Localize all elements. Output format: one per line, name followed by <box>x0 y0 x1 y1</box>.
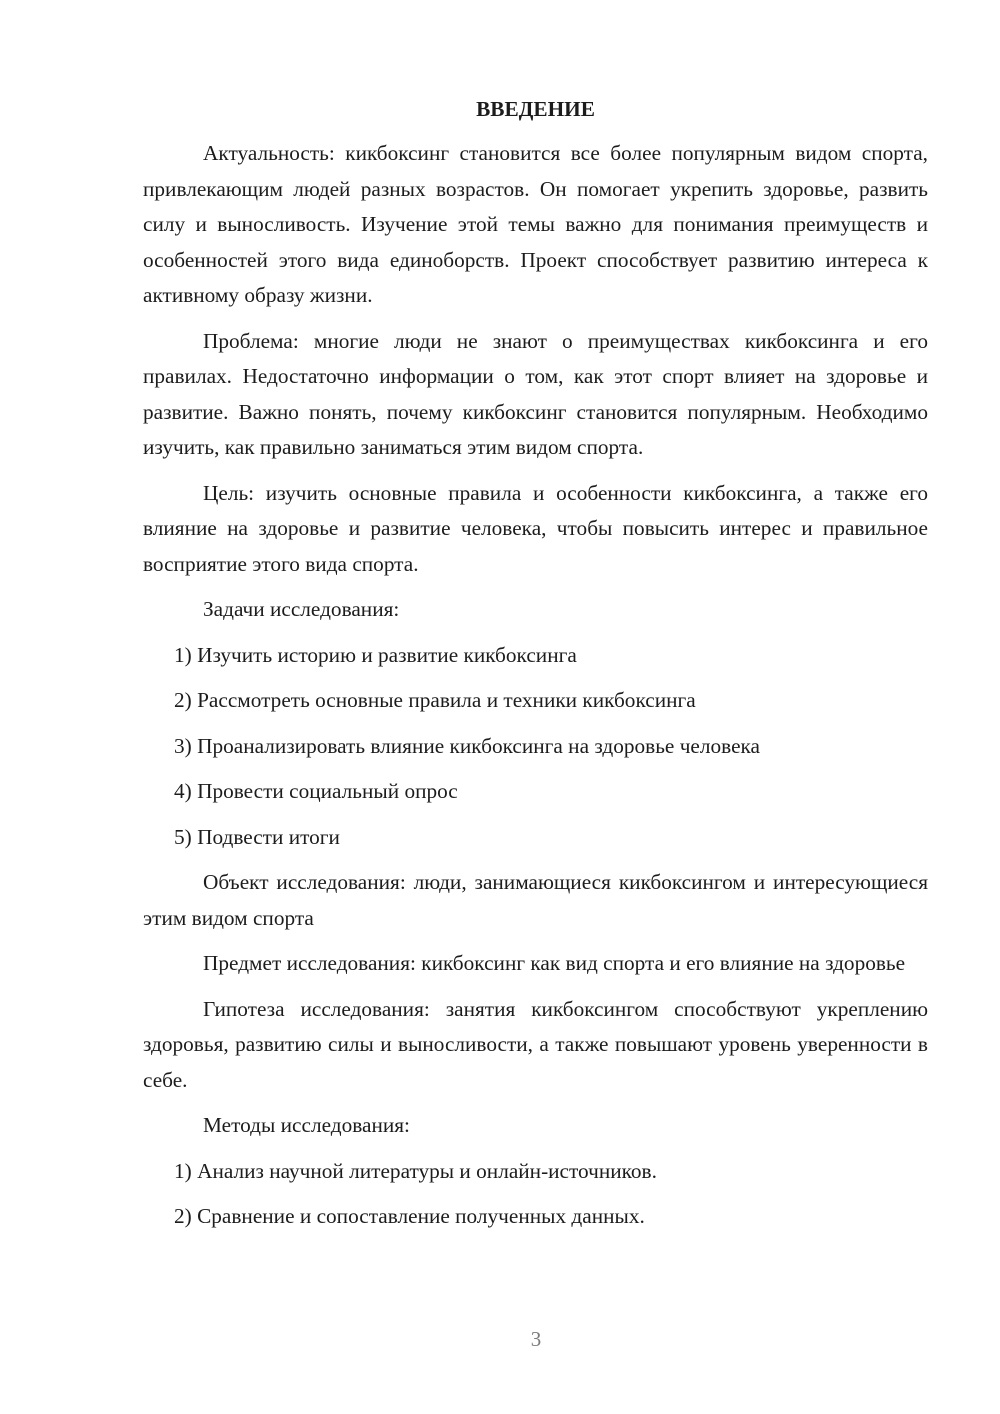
task-item: 1) Изучить историю и развитие кикбоксинга <box>174 642 577 667</box>
method-item: 1) Анализ научной литературы и онлайн-источников. <box>174 1158 657 1183</box>
task-item: 5) Подвести итоги <box>174 824 340 849</box>
page-number: 3 <box>530 1327 542 1351</box>
subject-paragraph: Предмет исследования: кикбоксинг как вид спорта и его влияние на здоровье <box>203 951 906 975</box>
relevance-paragraph: Актуальность: кикбоксинг становится все более популярным видом спорта, привлекающим людей разных возрастов. Он помогает укрепить здоровье, развить силу и выносливость. Изучение этой темы важно для понимания преимуществ и особенностей этого вида единоборств. Проект способствует развитию интереса к активному образу жизни. <box>143 141 928 307</box>
problem-paragraph: Проблема: многие люди не знают о преимуществах кикбоксинга и его правилах. Недостаточно информации о том, как этот спорт влияет на здоровье и развитие. Важно понять, почему кикбоксинг становится популярным. Необходимо изучить, как правильно заниматься этим видом спорта. <box>143 328 928 459</box>
methods-heading: Методы исследования: <box>203 1113 410 1137</box>
task-item: 4) Провести социальный опрос <box>174 779 458 803</box>
object-paragraph: Объект исследования: люди, занимающиеся кикбоксингом и интересующиеся этим видом спорта <box>143 870 928 930</box>
task-item: 2) Рассмотреть основные правила и техники кикбоксинга <box>174 688 696 712</box>
section-title: ВВЕДЕНИЕ <box>476 97 595 121</box>
goal-paragraph: Цель: изучить основные правила и особенности кикбоксинга, а также его влияние на здоровье и развитие человека, чтобы повысить интерес и правильное восприятие этого вида спорта. <box>143 480 928 576</box>
document-page <box>143 94 928 1245</box>
method-item: 2) Сравнение и сопоставление полученных данных. <box>174 1204 645 1228</box>
tasks-heading: Задачи исследования: <box>203 597 400 621</box>
task-item: 3) Проанализировать влияние кикбоксинга на здоровье человека <box>174 733 760 758</box>
hypothesis-paragraph: Гипотеза исследования: занятия кикбоксингом способствуют укреплению здоровья, развитию силы и выносливости, а также повышают уровень уверенности в себе. <box>143 996 928 1092</box>
